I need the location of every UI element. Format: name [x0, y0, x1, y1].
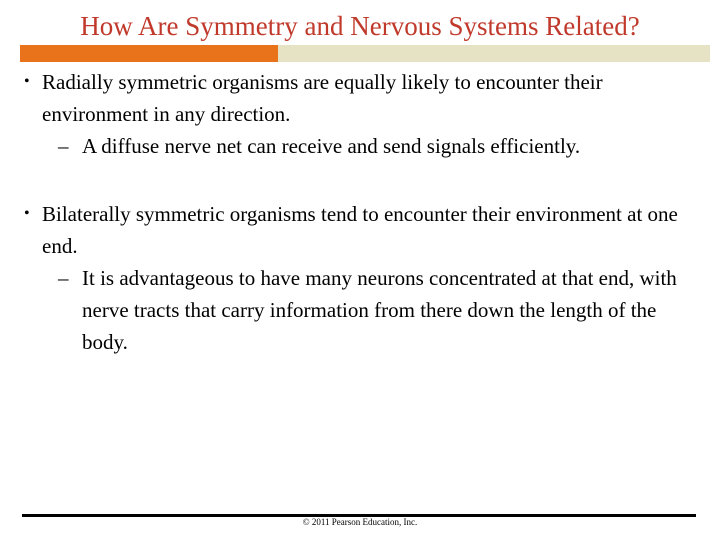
title-bar-rest	[278, 45, 710, 62]
sub-bullet-item	[58, 130, 704, 162]
sub-bullet-item	[58, 262, 704, 358]
spacer	[24, 162, 704, 198]
bullet-icon: •	[24, 73, 30, 90]
bullet-text: Bilaterally symmetric organisms tend to encounter their environment at one end.	[42, 202, 678, 258]
title-bar-accent	[20, 45, 278, 62]
bullet-item	[24, 198, 704, 262]
title-underline-bar	[20, 45, 710, 62]
bullet-item	[24, 66, 704, 130]
bullet-text: Radially symmetric organisms are equally likely to encounter their environment in any direction.	[42, 70, 603, 126]
slide-body	[24, 66, 704, 358]
copyright-footer: © 2011 Pearson Education, Inc.	[302, 517, 418, 527]
bullet-icon: •	[24, 205, 30, 222]
sub-bullet-text: It is advantageous to have many neurons concentrated at that end, with nerve tracts that carry information from there down the length of the body.	[82, 266, 677, 354]
slide-title: How Are Symmetry and Nervous Systems Related?	[80, 11, 640, 41]
dash-icon: –	[58, 134, 69, 158]
sub-bullet-text: A diffuse nerve net can receive and send signals efficiently.	[82, 134, 581, 158]
dash-icon: –	[58, 266, 69, 290]
